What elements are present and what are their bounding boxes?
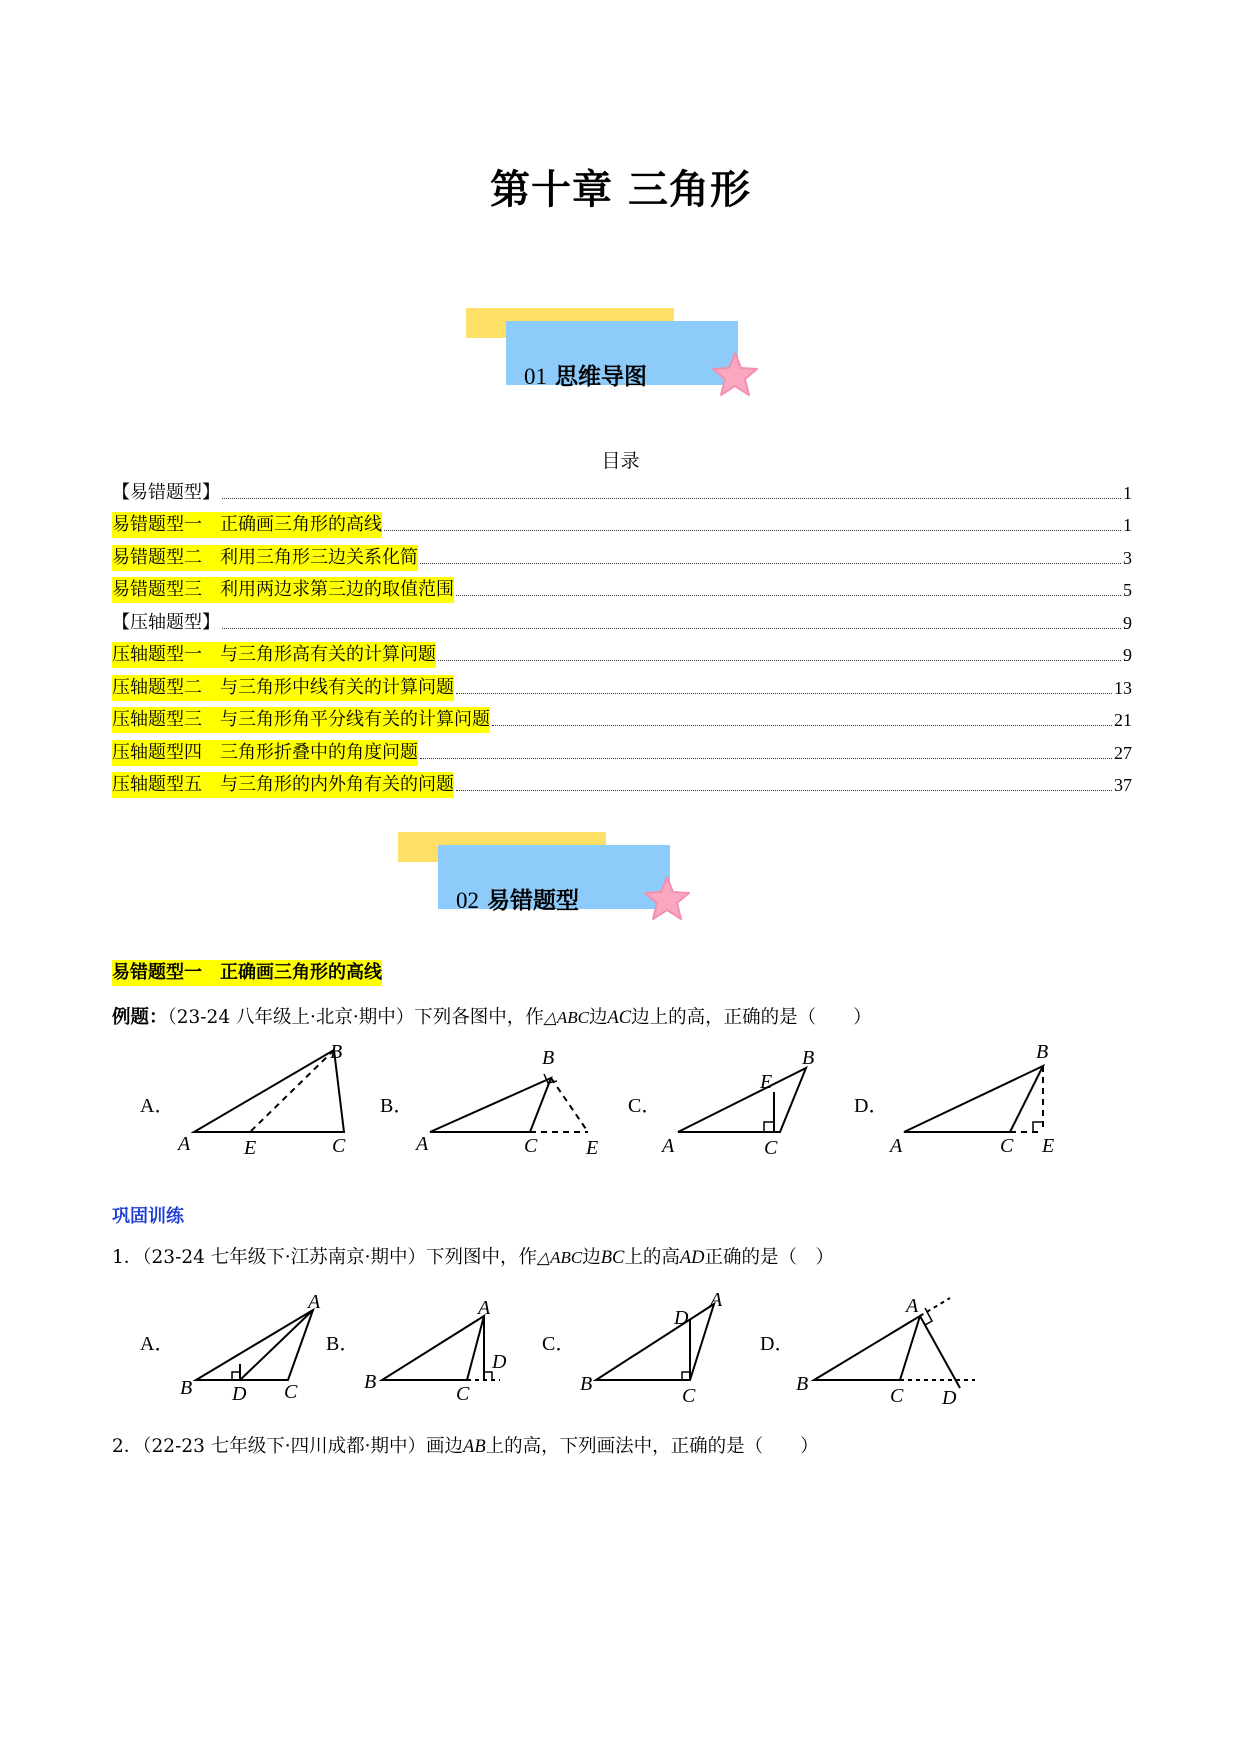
toc-row[interactable] — [112, 538, 1132, 571]
toc-row[interactable] — [112, 571, 1132, 604]
toc-entry-label[interactable]: 压轴题型一 与三角形高有关的计算问题 — [112, 642, 436, 668]
svg-text:B: B — [802, 1047, 815, 1069]
extension-line — [920, 1298, 950, 1316]
pink-star-icon — [642, 874, 692, 924]
toc-page-number: 9 — [1123, 612, 1132, 633]
triangle-figure-a — [196, 1310, 313, 1380]
svg-text:A: A — [178, 1133, 191, 1155]
triangle-figure-c — [678, 1068, 806, 1132]
triangle-figure-b — [430, 1078, 551, 1132]
right-angle-mark — [232, 1372, 240, 1380]
triangle-figure-d — [904, 1066, 1043, 1132]
triangle-figure-a — [194, 1050, 344, 1132]
option-label-d: D． — [854, 1095, 889, 1117]
page-title: 第十章 三角形 — [490, 167, 751, 213]
svg-text:C: C — [764, 1137, 778, 1159]
toc-page-number: 27 — [1114, 742, 1132, 763]
toc-row[interactable] — [112, 603, 1132, 636]
option-label-b: B． — [380, 1095, 414, 1117]
svg-text:C: C — [682, 1385, 696, 1407]
svg-text:E: E — [586, 1137, 599, 1159]
option-label-c: C． — [542, 1333, 576, 1355]
toc-leader-dots — [222, 498, 1121, 499]
svg-text:A: A — [478, 1297, 491, 1319]
toc-row[interactable] — [112, 473, 1132, 506]
question-1: 1．（23-24 七年级下·江苏南京·期中）下列图中，作△ABC边BC上的高AD正确的是（ ） — [112, 1247, 835, 1268]
toc-leader-dots — [456, 790, 1112, 791]
pink-star-icon — [710, 350, 760, 400]
svg-text:E: E — [1042, 1135, 1055, 1157]
toc-leader-dots — [420, 563, 1121, 564]
toc-row[interactable] — [112, 766, 1132, 799]
practice-heading: 巩固训练 — [112, 1206, 184, 1227]
toc-entry-label[interactable]: 压轴题型五 与三角形的内外角有关的问题 — [112, 772, 454, 798]
svg-text:A: A — [662, 1135, 675, 1157]
toc-row[interactable] — [112, 668, 1132, 701]
altitude-line — [551, 1078, 588, 1132]
toc-row[interactable] — [112, 506, 1132, 539]
toc-leader-dots — [438, 660, 1121, 661]
toc-entry-label[interactable]: 压轴题型三 与三角形角平分线有关的计算问题 — [112, 707, 490, 733]
svg-text:B: B — [542, 1047, 555, 1069]
toc-page-number: 1 — [1123, 515, 1132, 535]
svg-text:B: B — [330, 1041, 343, 1063]
toc-row[interactable] — [112, 701, 1132, 734]
svg-text:B: B — [364, 1371, 377, 1393]
option-label-a: A． — [140, 1095, 175, 1117]
toc-row[interactable] — [112, 636, 1132, 669]
triangle-figure-d — [814, 1316, 920, 1380]
right-angle-mark — [484, 1372, 492, 1380]
triangle-figure-b — [382, 1316, 484, 1380]
svg-text:B: B — [580, 1373, 593, 1395]
svg-text:C: C — [890, 1385, 904, 1407]
right-angle-mark — [682, 1372, 690, 1380]
svg-text:D: D — [232, 1383, 247, 1405]
option-label-b: B． — [326, 1333, 360, 1355]
svg-text:E: E — [760, 1071, 773, 1093]
toc-page-number: 13 — [1114, 677, 1132, 698]
banner-number: 02 — [456, 888, 479, 913]
toc-page-number: 9 — [1123, 645, 1132, 665]
svg-text:C: C — [284, 1381, 298, 1403]
option-label-a: A． — [140, 1333, 175, 1355]
option-label-c: C． — [628, 1095, 662, 1117]
toc-leader-dots — [456, 595, 1121, 596]
svg-text:C: C — [332, 1135, 346, 1157]
option-label-d: D． — [760, 1333, 795, 1355]
section-banner-errors — [398, 832, 698, 932]
toc-entry-label[interactable]: 压轴题型四 三角形折叠中的角度问题 — [112, 740, 418, 766]
toc-leader-dots — [456, 693, 1112, 694]
svg-text:D: D — [674, 1307, 689, 1329]
svg-text:C: C — [456, 1383, 470, 1405]
svg-text:A: A — [906, 1295, 919, 1317]
toc-page-number: 1 — [1123, 482, 1132, 503]
toc-leader-dots — [222, 628, 1121, 629]
example-question: 例题：（23-24 八年级上·北京·期中）下列各图中，作△ABC边AC边上的高，正确的是（ ） — [112, 1007, 872, 1028]
toc-entry-label[interactable]: 【压轴题型】 — [112, 611, 220, 633]
toc-leader-dots — [420, 758, 1112, 759]
svg-text:B: B — [1036, 1041, 1049, 1063]
question-1-figures — [130, 1284, 1090, 1414]
svg-text:D: D — [942, 1387, 957, 1409]
toc-entry-label[interactable]: 压轴题型二 与三角形中线有关的计算问题 — [112, 675, 454, 701]
svg-text:A: A — [710, 1289, 723, 1311]
toc-leader-dots — [384, 530, 1121, 531]
svg-text:C: C — [524, 1135, 538, 1157]
example-figures — [130, 1040, 1090, 1160]
toc-row[interactable] — [112, 733, 1132, 766]
right-angle-mark — [764, 1122, 774, 1132]
banner-label: 思维导图 — [555, 364, 647, 390]
svg-text:B: B — [796, 1373, 809, 1395]
section-banner-mindmap — [466, 308, 766, 408]
table-of-contents — [112, 473, 1132, 798]
toc-entry-label[interactable]: 易错题型三 利用两边求第三边的取值范围 — [112, 577, 454, 603]
svg-text:A: A — [308, 1291, 321, 1313]
toc-entry-label[interactable]: 【易错题型】 — [112, 481, 220, 503]
toc-page-number: 5 — [1123, 580, 1132, 600]
altitude-line — [920, 1316, 960, 1388]
toc-entry-label[interactable]: 易错题型一 正确画三角形的高线 — [112, 512, 382, 538]
right-angle-mark — [1033, 1122, 1043, 1132]
svg-text:E: E — [244, 1137, 257, 1159]
svg-text:D: D — [492, 1351, 507, 1373]
question-2: 2．（22-23 七年级下·四川成都·期中）画边AB上的高，下列画法中，正确的是（ ） — [112, 1436, 819, 1457]
toc-leader-dots — [492, 725, 1112, 726]
toc-entry-label[interactable]: 易错题型二 利用三角形三边关系化简 — [112, 545, 418, 571]
toc-page-number: 37 — [1114, 775, 1132, 795]
toc-title: 目录 — [601, 450, 640, 472]
toc-page-number: 3 — [1123, 547, 1132, 568]
banner-label: 易错题型 — [487, 888, 579, 914]
example-label: 例题： — [112, 1007, 168, 1028]
toc-page-number: 21 — [1114, 710, 1132, 730]
svg-text:B: B — [180, 1377, 193, 1399]
banner-number: 01 — [524, 364, 547, 389]
svg-text:A: A — [890, 1135, 903, 1157]
altitude-line — [240, 1310, 313, 1380]
section-heading: 易错题型一 正确画三角形的高线 — [112, 960, 382, 986]
svg-text:A: A — [416, 1133, 429, 1155]
triangle-figure-c — [596, 1304, 714, 1380]
svg-text:C: C — [1000, 1135, 1014, 1157]
